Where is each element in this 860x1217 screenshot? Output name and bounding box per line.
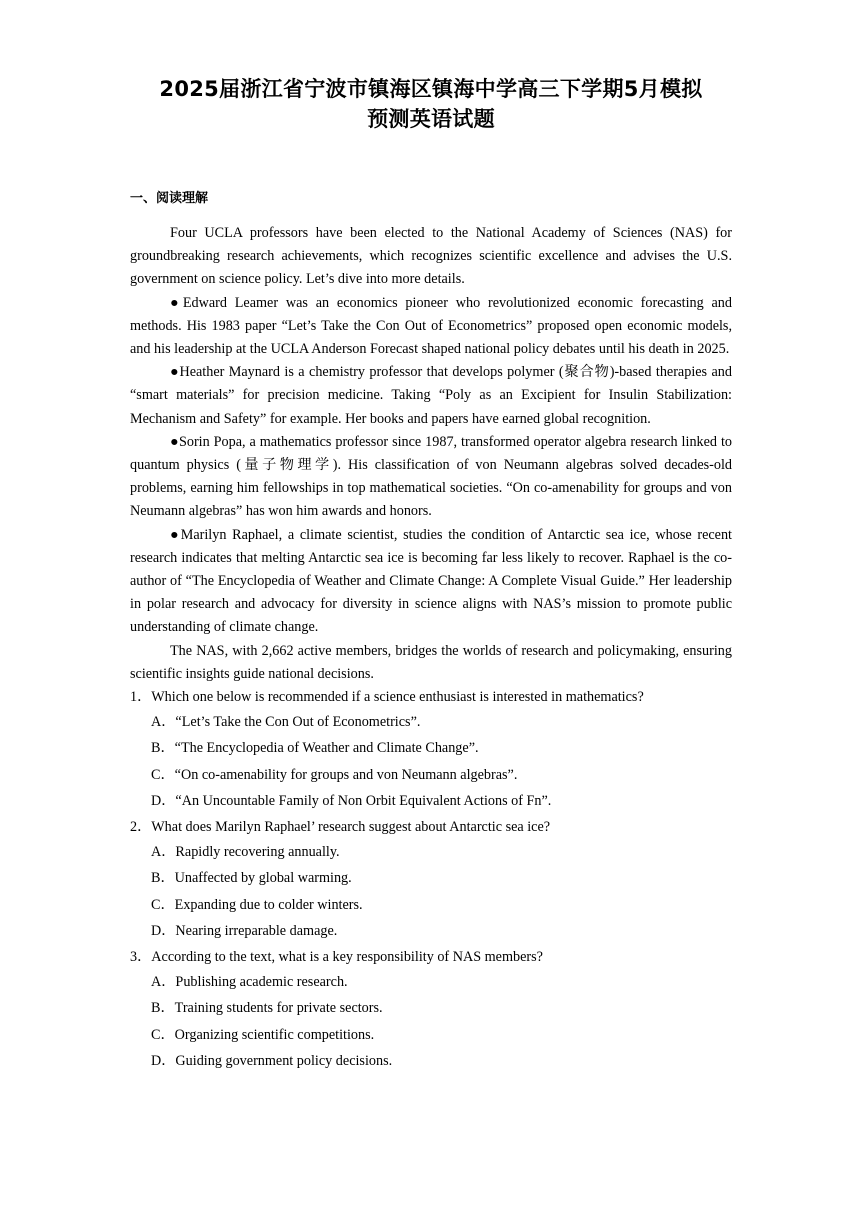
title-line-2: 预测英语试题 (367, 107, 495, 131)
answer-option: A．Publishing academic research. (151, 974, 348, 991)
question-3 (130, 946, 732, 1074)
passage-paragraph: The NAS, with 2,662 active members, bridges the worlds of research and policymaking, ensuring scientific insights guide national decisions. (130, 642, 732, 682)
answer-option: C．“On co-amenability for groups and von Neumann algebras”. (151, 766, 518, 783)
answer-option: D．Guiding government policy decisions. (151, 1052, 393, 1069)
question-stem: 1．Which one below is recommended if a science enthusiast is interested in mathematics? (130, 689, 644, 706)
answer-option: D．Nearing irreparable damage. (151, 922, 338, 939)
question-stem: 3．According to the text, what is a key responsibility of NAS members? (130, 949, 543, 966)
passage-paragraph: ●Marilyn Raphael, a climate scientist, studies the condition of Antarctic sea ice, whose recent research indicates that melting Antarctic sea ice is becoming far less likely to recover. Raphael is the co-author of “The Encyclopedia of Weather and Climate Change: A Complete Visual Guide.” Her leadership in polar research and advocacy for diversity in science aligns with NAS’s mission to promote public understanding of climate change. (130, 526, 732, 636)
answer-option: B．Unaffected by global warming. (151, 870, 352, 887)
passage-paragraph: ●Edward Leamer was an economics pioneer who revolutionized economic forecasting and methods. His 1983 paper “Let’s Take the Con Out of Econometrics” proposed open economic models, and his leadership at the UCLA Anderson Forecast shaped national policy debates until his death in 2025. (130, 294, 732, 358)
question-stem: 2．What does Marilyn Raphael’ research suggest about Antarctic sea ice? (130, 819, 551, 836)
answer-option: A．“Let’s Take the Con Out of Econometrics”. (151, 714, 421, 731)
document-page (130, 0, 732, 1074)
answer-option: A．Rapidly recovering annually. (151, 844, 340, 861)
passage-paragraph: ●Heather Maynard is a chemistry professor that develops polymer (聚合物)-based therapies and “smart materials” for precision medicine. Taking “Poly as an Excipient for Insulin Stabilization: Mechanism and Safety” for example. Her books and papers have earned global recognition. (130, 364, 732, 427)
answer-option: B．Training students for private sectors. (151, 1000, 383, 1017)
title-line-1: 2025届浙江省宁波市镇海区镇海中学高三下学期5月模拟 (159, 77, 703, 101)
answer-option: B．“The Encyclopedia of Weather and Climate Change”. (151, 740, 479, 757)
answer-option: D．“An Uncountable Family of Non Orbit Equivalent Actions of Fn”. (151, 792, 552, 809)
section-heading: 一、阅读理解 (130, 191, 209, 206)
question-list (130, 686, 732, 1074)
question-1 (130, 686, 732, 814)
reading-passage (130, 222, 732, 686)
question-2 (130, 816, 732, 944)
answer-option: C．Organizing scientific competitions. (151, 1026, 375, 1043)
document-title (130, 74, 732, 134)
passage-paragraph: ●Sorin Popa, a mathematics professor since 1987, transformed operator algebra research linked to quantum physics (量子物理学). His classification of von Neumann algebras solved decades-old problems, earning him fellowships in top mathematical societies. “On co-amenability for groups and von Neumann algebras” has won him awards and honors. (130, 433, 732, 520)
answer-option: C．Expanding due to colder winters. (151, 896, 363, 913)
passage-paragraph: Four UCLA professors have been elected to the National Academy of Sciences (NAS) for groundbreaking research achievements, which recognizes scientific excellence and advises the U.S. government on science policy. Let’s dive into more details. (130, 225, 732, 288)
